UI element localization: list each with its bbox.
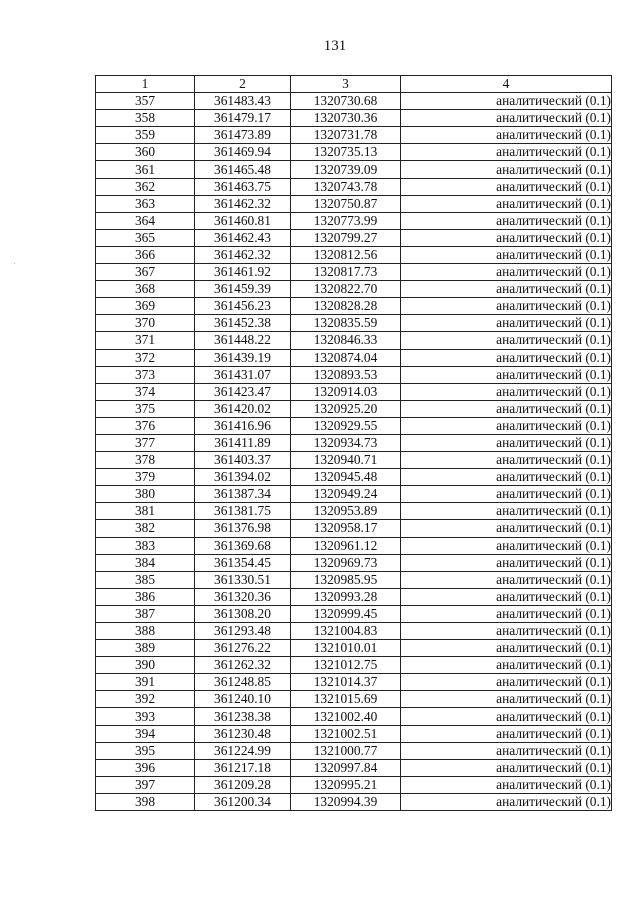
x-coordinate-cell: 361420.02 xyxy=(195,400,291,417)
x-coordinate-cell: 361461.92 xyxy=(195,264,291,281)
x-coordinate-cell: 361238.38 xyxy=(195,708,291,725)
y-coordinate-cell: 1320750.87 xyxy=(291,195,401,212)
y-coordinate-cell: 1320893.53 xyxy=(291,366,401,383)
point-number-cell: 397 xyxy=(96,776,195,793)
table-row xyxy=(96,674,612,691)
method-cell: аналитический (0.1) xyxy=(401,195,612,212)
y-coordinate-cell: 1320812.56 xyxy=(291,246,401,263)
y-coordinate-cell: 1320995.21 xyxy=(291,776,401,793)
x-coordinate-cell: 361394.02 xyxy=(195,469,291,486)
y-coordinate-cell: 1320999.45 xyxy=(291,605,401,622)
method-cell: аналитический (0.1) xyxy=(401,281,612,298)
table-row xyxy=(96,349,612,366)
y-coordinate-cell: 1320822.70 xyxy=(291,281,401,298)
y-coordinate-cell: 1320940.71 xyxy=(291,452,401,469)
point-number-cell: 371 xyxy=(96,332,195,349)
point-number-cell: 370 xyxy=(96,315,195,332)
x-coordinate-cell: 361387.34 xyxy=(195,486,291,503)
point-number-cell: 359 xyxy=(96,127,195,144)
point-number-cell: 393 xyxy=(96,708,195,725)
y-coordinate-cell: 1320929.55 xyxy=(291,417,401,434)
point-number-cell: 358 xyxy=(96,110,195,127)
point-number-cell: 390 xyxy=(96,657,195,674)
table-row xyxy=(96,110,612,127)
point-number-cell: 385 xyxy=(96,571,195,588)
table-row xyxy=(96,281,612,298)
method-cell: аналитический (0.1) xyxy=(401,144,612,161)
x-coordinate-cell: 361469.94 xyxy=(195,144,291,161)
method-cell: аналитический (0.1) xyxy=(401,110,612,127)
point-number-cell: 389 xyxy=(96,640,195,657)
method-cell: аналитический (0.1) xyxy=(401,332,612,349)
method-cell: аналитический (0.1) xyxy=(401,708,612,725)
x-coordinate-cell: 361448.22 xyxy=(195,332,291,349)
method-cell: аналитический (0.1) xyxy=(401,212,612,229)
table-header xyxy=(96,76,612,93)
point-number-cell: 383 xyxy=(96,537,195,554)
method-cell: аналитический (0.1) xyxy=(401,127,612,144)
y-coordinate-cell: 1320961.12 xyxy=(291,537,401,554)
y-coordinate-cell: 1320730.36 xyxy=(291,110,401,127)
point-number-cell: 388 xyxy=(96,623,195,640)
y-coordinate-cell: 1320735.13 xyxy=(291,144,401,161)
point-number-cell: 392 xyxy=(96,691,195,708)
header-col-4: 4 xyxy=(401,76,612,93)
y-coordinate-cell: 1321014.37 xyxy=(291,674,401,691)
table-row xyxy=(96,742,612,759)
method-cell: аналитический (0.1) xyxy=(401,417,612,434)
table-row xyxy=(96,400,612,417)
method-cell: аналитический (0.1) xyxy=(401,537,612,554)
x-coordinate-cell: 361376.98 xyxy=(195,520,291,537)
y-coordinate-cell: 1320739.09 xyxy=(291,161,401,178)
x-coordinate-cell: 361465.48 xyxy=(195,161,291,178)
x-coordinate-cell: 361483.43 xyxy=(195,93,291,110)
y-coordinate-cell: 1320799.27 xyxy=(291,229,401,246)
point-number-cell: 364 xyxy=(96,212,195,229)
method-cell: аналитический (0.1) xyxy=(401,657,612,674)
x-coordinate-cell: 361230.48 xyxy=(195,725,291,742)
y-coordinate-cell: 1320846.33 xyxy=(291,332,401,349)
y-coordinate-cell: 1321002.40 xyxy=(291,708,401,725)
point-number-cell: 366 xyxy=(96,246,195,263)
point-number-cell: 373 xyxy=(96,366,195,383)
table-row xyxy=(96,571,612,588)
y-coordinate-cell: 1321004.83 xyxy=(291,623,401,640)
x-coordinate-cell: 361217.18 xyxy=(195,759,291,776)
x-coordinate-cell: 361200.34 xyxy=(195,793,291,810)
x-coordinate-cell: 361423.47 xyxy=(195,383,291,400)
header-row xyxy=(96,76,612,93)
y-coordinate-cell: 1321012.75 xyxy=(291,657,401,674)
table-row xyxy=(96,383,612,400)
table-row xyxy=(96,776,612,793)
table-row xyxy=(96,759,612,776)
method-cell: аналитический (0.1) xyxy=(401,588,612,605)
x-coordinate-cell: 361416.96 xyxy=(195,417,291,434)
method-cell: аналитический (0.1) xyxy=(401,434,612,451)
x-coordinate-cell: 361452.38 xyxy=(195,315,291,332)
method-cell: аналитический (0.1) xyxy=(401,725,612,742)
table-row xyxy=(96,520,612,537)
table-row xyxy=(96,640,612,657)
table-row xyxy=(96,469,612,486)
point-number-cell: 361 xyxy=(96,161,195,178)
point-number-cell: 369 xyxy=(96,298,195,315)
method-cell: аналитический (0.1) xyxy=(401,298,612,315)
table-row xyxy=(96,229,612,246)
table-row xyxy=(96,503,612,520)
y-coordinate-cell: 1320874.04 xyxy=(291,349,401,366)
table-row xyxy=(96,605,612,622)
method-cell: аналитический (0.1) xyxy=(401,742,612,759)
table-row xyxy=(96,657,612,674)
method-cell: аналитический (0.1) xyxy=(401,264,612,281)
table-row xyxy=(96,537,612,554)
page-number: 131 xyxy=(323,38,347,54)
table-row xyxy=(96,588,612,605)
y-coordinate-cell: 1320835.59 xyxy=(291,315,401,332)
table-row xyxy=(96,793,612,810)
y-coordinate-cell: 1320994.39 xyxy=(291,793,401,810)
method-cell: аналитический (0.1) xyxy=(401,93,612,110)
method-cell: аналитический (0.1) xyxy=(401,366,612,383)
x-coordinate-cell: 361330.51 xyxy=(195,571,291,588)
method-cell: аналитический (0.1) xyxy=(401,349,612,366)
point-number-cell: 380 xyxy=(96,486,195,503)
table-row xyxy=(96,725,612,742)
table-row xyxy=(96,93,612,110)
y-coordinate-cell: 1320773.99 xyxy=(291,212,401,229)
table-body xyxy=(96,93,612,811)
header-col-3: 3 xyxy=(291,76,401,93)
table-row xyxy=(96,246,612,263)
x-coordinate-cell: 361462.32 xyxy=(195,195,291,212)
point-number-cell: 362 xyxy=(96,178,195,195)
table-row xyxy=(96,315,612,332)
method-cell: аналитический (0.1) xyxy=(401,520,612,537)
y-coordinate-cell: 1320743.78 xyxy=(291,178,401,195)
method-cell: аналитический (0.1) xyxy=(401,383,612,400)
y-coordinate-cell: 1320985.95 xyxy=(291,571,401,588)
method-cell: аналитический (0.1) xyxy=(401,400,612,417)
point-number-cell: 379 xyxy=(96,469,195,486)
method-cell: аналитический (0.1) xyxy=(401,554,612,571)
x-coordinate-cell: 361209.28 xyxy=(195,776,291,793)
method-cell: аналитический (0.1) xyxy=(401,503,612,520)
x-coordinate-cell: 361293.48 xyxy=(195,623,291,640)
y-coordinate-cell: 1320934.73 xyxy=(291,434,401,451)
method-cell: аналитический (0.1) xyxy=(401,640,612,657)
table-row xyxy=(96,417,612,434)
point-number-cell: 398 xyxy=(96,793,195,810)
point-number-cell: 382 xyxy=(96,520,195,537)
x-coordinate-cell: 361462.32 xyxy=(195,246,291,263)
x-coordinate-cell: 361240.10 xyxy=(195,691,291,708)
y-coordinate-cell: 1320828.28 xyxy=(291,298,401,315)
point-number-cell: 377 xyxy=(96,434,195,451)
table-row xyxy=(96,127,612,144)
table-row xyxy=(96,708,612,725)
method-cell: аналитический (0.1) xyxy=(401,691,612,708)
y-coordinate-cell: 1321010.01 xyxy=(291,640,401,657)
point-number-cell: 395 xyxy=(96,742,195,759)
table-row xyxy=(96,366,612,383)
method-cell: аналитический (0.1) xyxy=(401,759,612,776)
method-cell: аналитический (0.1) xyxy=(401,469,612,486)
x-coordinate-cell: 361411.89 xyxy=(195,434,291,451)
table-row xyxy=(96,178,612,195)
x-coordinate-cell: 361308.20 xyxy=(195,605,291,622)
point-number-cell: 396 xyxy=(96,759,195,776)
method-cell: аналитический (0.1) xyxy=(401,623,612,640)
header-col-1: 1 xyxy=(96,76,195,93)
method-cell: аналитический (0.1) xyxy=(401,793,612,810)
table-row xyxy=(96,554,612,571)
point-number-cell: 367 xyxy=(96,264,195,281)
table-row xyxy=(96,264,612,281)
point-number-cell: 386 xyxy=(96,588,195,605)
point-number-cell: 378 xyxy=(96,452,195,469)
point-number-cell: 368 xyxy=(96,281,195,298)
point-number-cell: 375 xyxy=(96,400,195,417)
y-coordinate-cell: 1320731.78 xyxy=(291,127,401,144)
x-coordinate-cell: 361403.37 xyxy=(195,452,291,469)
method-cell: аналитический (0.1) xyxy=(401,674,612,691)
method-cell: аналитический (0.1) xyxy=(401,571,612,588)
x-coordinate-cell: 361276.22 xyxy=(195,640,291,657)
y-coordinate-cell: 1320969.73 xyxy=(291,554,401,571)
header-col-2: 2 xyxy=(195,76,291,93)
method-cell: аналитический (0.1) xyxy=(401,178,612,195)
coordinates-table xyxy=(95,75,612,811)
x-coordinate-cell: 361369.68 xyxy=(195,537,291,554)
point-number-cell: 391 xyxy=(96,674,195,691)
point-number-cell: 360 xyxy=(96,144,195,161)
x-coordinate-cell: 361431.07 xyxy=(195,366,291,383)
point-number-cell: 394 xyxy=(96,725,195,742)
table-row xyxy=(96,452,612,469)
x-coordinate-cell: 361248.85 xyxy=(195,674,291,691)
table-row xyxy=(96,161,612,178)
table-row xyxy=(96,144,612,161)
x-coordinate-cell: 361381.75 xyxy=(195,503,291,520)
table-row xyxy=(96,298,612,315)
y-coordinate-cell: 1321000.77 xyxy=(291,742,401,759)
x-coordinate-cell: 361224.99 xyxy=(195,742,291,759)
x-coordinate-cell: 361463.75 xyxy=(195,178,291,195)
y-coordinate-cell: 1321002.51 xyxy=(291,725,401,742)
table-row xyxy=(96,332,612,349)
method-cell: аналитический (0.1) xyxy=(401,486,612,503)
table-row xyxy=(96,195,612,212)
y-coordinate-cell: 1320945.48 xyxy=(291,469,401,486)
table-row xyxy=(96,434,612,451)
point-number-cell: 381 xyxy=(96,503,195,520)
point-number-cell: 376 xyxy=(96,417,195,434)
table-row xyxy=(96,691,612,708)
y-coordinate-cell: 1320730.68 xyxy=(291,93,401,110)
y-coordinate-cell: 1320993.28 xyxy=(291,588,401,605)
y-coordinate-cell: 1320997.84 xyxy=(291,759,401,776)
method-cell: аналитический (0.1) xyxy=(401,315,612,332)
method-cell: аналитический (0.1) xyxy=(401,452,612,469)
x-coordinate-cell: 361320.36 xyxy=(195,588,291,605)
point-number-cell: 374 xyxy=(96,383,195,400)
y-coordinate-cell: 1321015.69 xyxy=(291,691,401,708)
scan-speck xyxy=(14,263,15,264)
x-coordinate-cell: 361262.32 xyxy=(195,657,291,674)
x-coordinate-cell: 361462.43 xyxy=(195,229,291,246)
y-coordinate-cell: 1320817.73 xyxy=(291,264,401,281)
y-coordinate-cell: 1320958.17 xyxy=(291,520,401,537)
x-coordinate-cell: 361439.19 xyxy=(195,349,291,366)
y-coordinate-cell: 1320949.24 xyxy=(291,486,401,503)
method-cell: аналитический (0.1) xyxy=(401,229,612,246)
x-coordinate-cell: 361456.23 xyxy=(195,298,291,315)
method-cell: аналитический (0.1) xyxy=(401,605,612,622)
point-number-cell: 363 xyxy=(96,195,195,212)
table-row xyxy=(96,486,612,503)
table-row xyxy=(96,212,612,229)
y-coordinate-cell: 1320925.20 xyxy=(291,400,401,417)
point-number-cell: 357 xyxy=(96,93,195,110)
y-coordinate-cell: 1320914.03 xyxy=(291,383,401,400)
point-number-cell: 387 xyxy=(96,605,195,622)
x-coordinate-cell: 361479.17 xyxy=(195,110,291,127)
point-number-cell: 365 xyxy=(96,229,195,246)
x-coordinate-cell: 361354.45 xyxy=(195,554,291,571)
y-coordinate-cell: 1320953.89 xyxy=(291,503,401,520)
x-coordinate-cell: 361459.39 xyxy=(195,281,291,298)
point-number-cell: 372 xyxy=(96,349,195,366)
method-cell: аналитический (0.1) xyxy=(401,776,612,793)
table-row xyxy=(96,623,612,640)
method-cell: аналитический (0.1) xyxy=(401,246,612,263)
method-cell: аналитический (0.1) xyxy=(401,161,612,178)
x-coordinate-cell: 361473.89 xyxy=(195,127,291,144)
x-coordinate-cell: 361460.81 xyxy=(195,212,291,229)
point-number-cell: 384 xyxy=(96,554,195,571)
